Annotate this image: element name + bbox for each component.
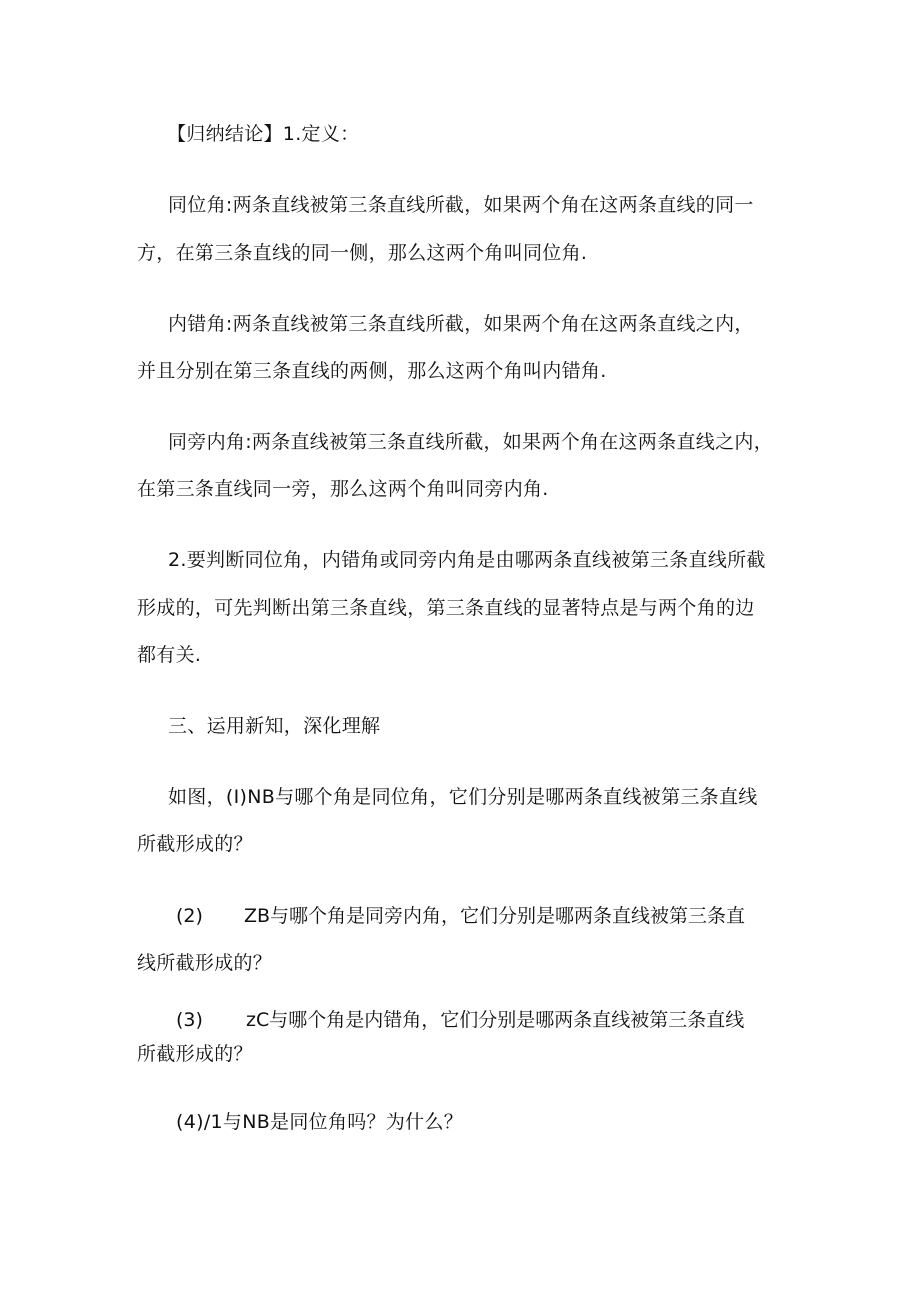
question-2-line-2: 线所截形成的？ (137, 952, 273, 974)
conclusion-heading: 【归纳结论】1.定义： (167, 123, 360, 145)
judgement-note-line-2: 形成的，可先判断出第三条直线，第三条直线的显著特点是与两个角的边 (137, 597, 755, 619)
corresponding-angle-definition-line-2: 方，在第三条直线的同一侧，那么这两个角叫同位角. (137, 242, 588, 264)
question-4: (4)/1与NB是同位角吗？为什么？ (176, 1111, 464, 1133)
alternate-angle-definition-line-2: 并且分别在第三条直线的两侧，那么这两个角叫内错角. (137, 360, 607, 382)
question-3-line-2: 所截形成的？ (137, 1043, 253, 1065)
question-2-line-1: ZB与哪个角是同旁内角，它们分别是哪两条直线被第三条直 (244, 905, 746, 927)
interior-angle-definition-line-1: 同旁内角:两条直线被第三条直线所截，如果两个角在这两条直线之内， (168, 431, 774, 453)
question-3-number: (3) (176, 1009, 203, 1031)
question-3-line-1: zC与哪个角是内错角，它们分别是哪两条直线被第三条直线 (246, 1009, 745, 1031)
question-2-number: (2) (176, 905, 203, 927)
judgement-note-line-3: 都有关. (137, 644, 202, 666)
section-3-title: 三、运用新知，深化理解 (168, 715, 381, 737)
interior-angle-definition-line-2: 在第三条直线同一旁，那么这两个角叫同旁内角. (137, 478, 549, 500)
alternate-angle-definition-line-1: 内错角:两条直线被第三条直线所截，如果两个角在这两条直线之内， (168, 313, 754, 335)
judgement-note-line-1: 2.要判断同位角，内错角或同旁内角是由哪两条直线被第三条直线所截 (168, 549, 766, 571)
corresponding-angle-definition-line-1: 同位角:两条直线被第三条直线所截，如果两个角在这两条直线的同一 (168, 194, 754, 216)
question-1-line-1: 如图，(I)NB与哪个角是同位角，它们分别是哪两条直线被第三条直线 (168, 786, 758, 808)
question-1-line-2: 所截形成的？ (137, 833, 253, 855)
